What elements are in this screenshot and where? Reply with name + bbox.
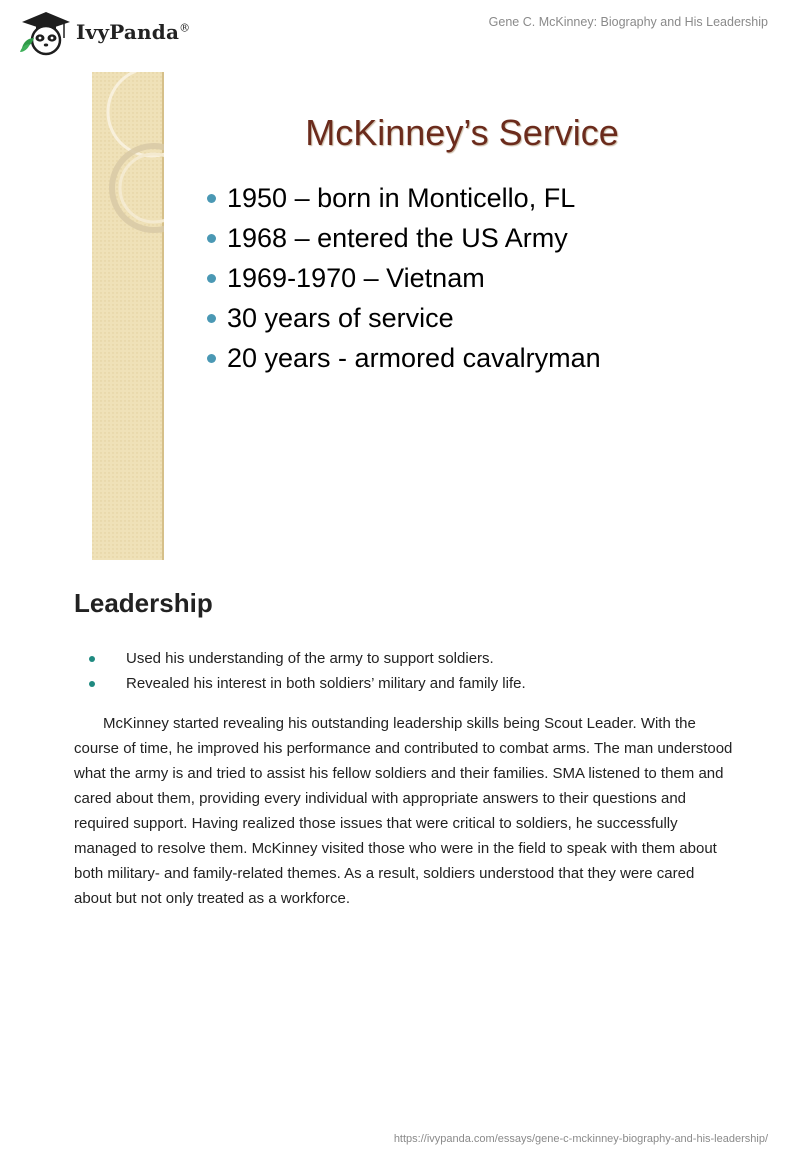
bullet-dot-icon	[207, 234, 216, 243]
list-item-text: Used his understanding of the army to support soldiers.	[126, 650, 494, 667]
source-url[interactable]: https://ivypanda.com/essays/gene-c-mckinney-biography-and-his-leadership/	[393, 1133, 768, 1145]
slide-item-text: 30 years of service	[227, 302, 454, 333]
bullet-dot-icon	[207, 274, 216, 283]
bullet-dot-icon	[89, 656, 95, 662]
slide-list-item	[207, 298, 601, 338]
slide-item-text: 1969-1970 – Vietnam	[227, 262, 485, 293]
ivypanda-logo[interactable]	[14, 8, 214, 56]
panda-graduate-icon	[14, 8, 78, 56]
list-item	[74, 646, 526, 671]
bullet-dot-icon	[207, 194, 216, 203]
slide-list-item	[207, 258, 601, 298]
slide-item-text: 1950 – born in Monticello, FL	[227, 182, 576, 213]
body-paragraph: McKinney started revealing his outstanding leadership skills being Scout Leader. With the course of time, he improved his performance and contributed to combat arms. The man understood what the army is and tried to assist his fellow soldiers and their families. SMA listened to them and cared about them, providing every individual with appropriate answers to their questions and required support. Having realized those issues that were critical to soldiers, he successfully managed to resolve them. McKinney visited those who were in the field to speak with them about both military- and family-related themes. As a result, soldiers understood that they were cared about but not only treated as a workforce.	[74, 715, 733, 907]
slide-list-item	[207, 218, 601, 258]
list-item	[74, 671, 526, 696]
registered-mark: ®	[179, 21, 191, 35]
logo-text: IvyPanda®	[76, 20, 191, 44]
section-heading: Leadership	[74, 588, 213, 618]
bullet-dot-icon	[207, 314, 216, 323]
slide-item-text: 20 years - armored cavalryman	[227, 342, 601, 373]
slide-title: McKinney’s Service	[305, 112, 619, 153]
slide-bullet-list	[207, 178, 601, 378]
slide-item-text: 1968 – entered the US Army	[227, 222, 568, 253]
section-bullet-list	[74, 646, 526, 696]
slide-list-item	[207, 178, 601, 218]
slide-list-item	[207, 338, 601, 378]
page-header	[0, 0, 800, 60]
bullet-dot-icon	[89, 681, 95, 687]
list-item-text: Revealed his interest in both soldiers’ military and family life.	[126, 675, 526, 692]
slide-decorative-band	[92, 72, 164, 560]
document-title: Gene C. McKinney: Biography and His Leadership	[488, 15, 768, 29]
bullet-dot-icon	[207, 354, 216, 363]
slide-image	[92, 72, 708, 560]
